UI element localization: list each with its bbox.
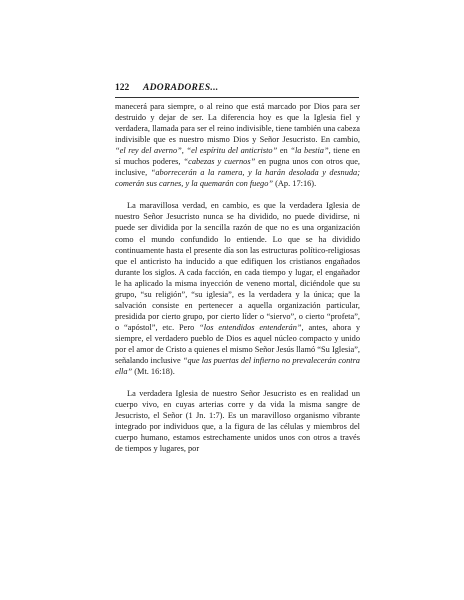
text-run: , [181, 146, 187, 156]
page-number: 122 [115, 83, 130, 93]
paragraph-3 [115, 388, 360, 454]
quoted-text: “la bestia” [290, 146, 329, 156]
text-run: manecerá para siempre, o al reino que está marcado por Dios para ser destruido y dejar de ser. La diferencia hoy es que la Iglesia fiel y verdadera, llamada para ser el reino indivisible, tiene también una cabeza indivisible que es nuestro mismo Dios y Señor Jesucristo. En cambio, [115, 102, 360, 145]
quoted-text: “que las puertas del infierno no prevalecerán contra ella” [115, 356, 360, 377]
body-text [115, 101, 360, 454]
header-rule [115, 97, 359, 98]
text-run: en pugna unos con otros que, inclusive, [115, 157, 360, 178]
running-header [115, 83, 360, 95]
quoted-text: “aborrecerán a la ramera, y la harán desolada y desnuda; comerán sus carnes, y la quemarán con fuego” [115, 168, 360, 189]
paragraph-1 [115, 101, 360, 189]
text-run: (Ap. 17:16). [273, 179, 317, 189]
quoted-text: “los entendidos entenderán” [199, 322, 302, 332]
quoted-text: “el espíritu del anticristo” [186, 146, 278, 156]
text-run: , tiene en sí muchos poderes, [115, 146, 360, 167]
text-run: , antes, ahora y siempre, el verdadero pueblo de Dios es aquel núcleo compacto y unido por el amor de Cristo a quienes el mismo Señor Jesús llamó “Su Iglesia”, señalando inclusive [115, 322, 361, 366]
quoted-text: “el rey del averno” [115, 146, 182, 156]
text-run: en [277, 146, 291, 156]
text-run: La verdadera Iglesia de nuestro Señor Jesucristo es en realidad un cuerpo vivo, en cuyas arterias corre y da vida la misma sangre de Jesucristo, el Señor (1 Jn. 1:7). Es un maravilloso organismo vibrante integrado por individuos que, a la figura de las células y miembros del cuerpo humano, estamos estrechamente unidos unos con otros a través de tiempos y lugares, por [115, 389, 360, 454]
paragraph-gap [115, 189, 360, 200]
quoted-text: “cabezas y cuernos” [183, 157, 256, 167]
text-run: La maravillosa verdad, en cambio, es que la verdadera Iglesia de nuestro Señor Jesucristo nunca se ha dividido, no puede dividirse, ni puede ser dividida por la sencilla razón de que no es una organización como el mundo confundido lo entiende. Lo que se ha dividido continuamente hasta el presente día son las estructuras político-religiosas que el anticristo ha inducido a que edifiquen los cristianos engañados durante los siglos. A cada facción, en cada tiempo y lugar, el engañador le ha aplicado la misma inyección de veneno mortal, diciéndole que su grupo, “su religión”, “su iglesia”, es la verdadera y la única; que la salvación consiste en pertenecer a aquella organización particular, presidida por cierto grupo, por cierto líder o “siervo”, o cierto “profeta”, o “apóstol”, etc. Pero [115, 201, 360, 332]
paragraph-2 [115, 200, 360, 377]
text-run: (Mt. 16:18). [132, 367, 175, 377]
running-title: ADORADORES... [143, 83, 219, 93]
paragraph-gap [115, 377, 360, 388]
